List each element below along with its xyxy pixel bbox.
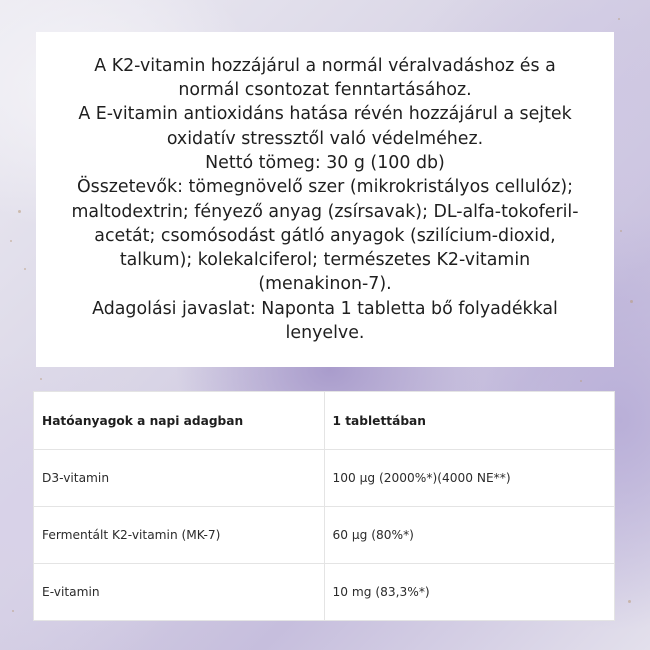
- ingredients-line: (menakinon-7).: [258, 274, 392, 295]
- table-row: [34, 564, 615, 621]
- description-line: normál csontozat fenntartásához.: [178, 80, 472, 101]
- amount-cell: 100 µg (2000%*)(4000 NE**): [324, 450, 615, 507]
- ingredient-cell: D3-vitamin: [34, 450, 325, 507]
- nutrition-table-panel: [33, 391, 615, 621]
- ingredients-line: talkum); kolekalciferol; természetes K2-vitamin: [119, 250, 531, 271]
- ingredients-line: Összetevők: tömegnövelő szer (mikrokristályos cellulóz);: [76, 177, 574, 198]
- product-description: [71, 54, 578, 346]
- ingredient-cell: E-vitamin: [34, 564, 325, 621]
- description-line: A K2-vitamin hozzájárul a normál véralvadáshoz és a: [94, 55, 556, 76]
- dosage-line: lenyelve.: [285, 322, 365, 343]
- ingredient-cell: Fermentált K2-vitamin (MK-7): [34, 507, 325, 564]
- table-header-row: [34, 392, 615, 450]
- column-header-per-tablet: 1 tablettában: [324, 392, 615, 450]
- table-row: [34, 450, 615, 507]
- amount-cell: 60 µg (80%*): [324, 507, 615, 564]
- dosage-line: Adagolási javaslat: Naponta 1 tabletta bő folyadékkal: [92, 298, 558, 319]
- amount-cell: 10 mg (83,3%*): [324, 564, 615, 621]
- ingredients-line: maltodextrin; fényező anyag (zsírsavak); DL-alfa-tokoferil-: [71, 201, 579, 222]
- nutrition-table: [33, 391, 615, 621]
- description-line: oxidatív stressztől való védelméhez.: [166, 128, 484, 149]
- net-weight-line: Nettó tömeg: 30 g (100 db): [205, 152, 445, 173]
- ingredients-line: acetát; csomósodást gátló anyagok (szilícium-dioxid,: [94, 225, 556, 246]
- column-header-ingredient: Hatóanyagok a napi adagban: [34, 392, 325, 450]
- product-description-panel: [36, 32, 614, 367]
- table-row: [34, 507, 615, 564]
- description-line: A E-vitamin antioxidáns hatása révén hozzájárul a sejtek: [78, 104, 572, 125]
